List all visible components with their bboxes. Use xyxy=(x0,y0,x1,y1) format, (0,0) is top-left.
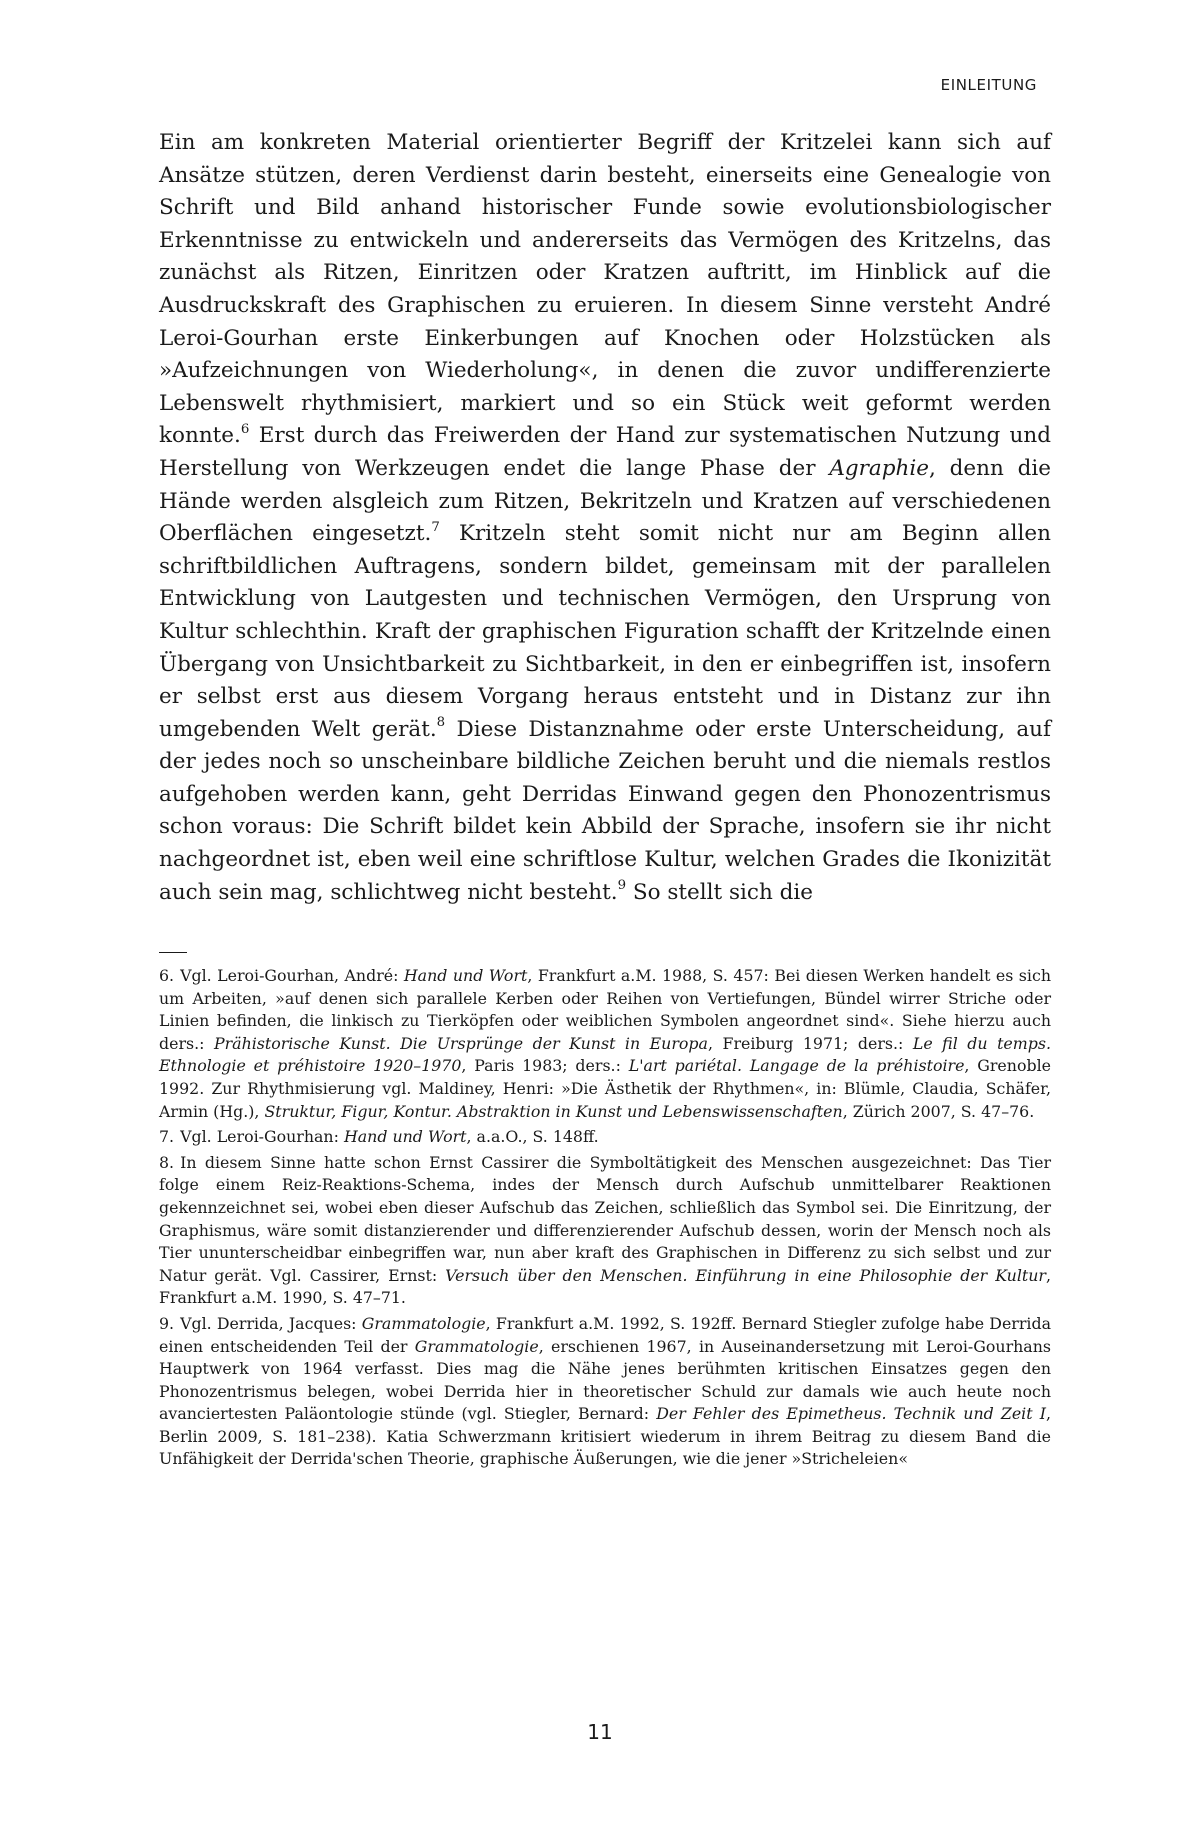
footnote-number: 8. xyxy=(159,1152,175,1172)
work-title: Le fil du temps. Ethnologie et préhistoire 1920–1970 xyxy=(159,1033,1051,1076)
footnote-divider xyxy=(159,952,187,953)
footnote-text: , Berlin 2009, S. 181–238). Katia Schwerzmann kritisiert wiederum in ihrem Beitrag zu diesem Band die Unfähigkeit der Derrida'schen Theorie, graphische Äußerungen, wie die jener »Stricheleien« xyxy=(159,1404,1051,1469)
footnote-number: 6. xyxy=(159,966,175,985)
footnote-ref-8[interactable]: 8 xyxy=(436,715,446,731)
work-title: L'art pariétal. Langage de la préhistoire xyxy=(628,1056,965,1076)
footnote-text: Vgl. Leroi-Gourhan: xyxy=(180,1127,344,1147)
running-head: EINLEITUNG xyxy=(940,76,1037,94)
footnote-text: , erschienen 1967, in Auseinandersetzung mit Leroi-Gourhans Hauptwerk von 1964 verfasst. Dies mag die Nähe jenes berühmten kritischen Einsatzes gegen den Phonozentrismus belegen, wobei Derrida hier in theoretischer Schuld zur damals wie auch heute noch avanciertesten Paläontologie stünde (vgl. Stiegler, Bernard: xyxy=(159,1336,1051,1424)
work-title: Struktur, Figur, Kontur. Abstraktion in Kunst und Lebenswissenschaften xyxy=(264,1101,843,1121)
footnote-7 xyxy=(159,1126,1051,1149)
footnote-text: , Paris 1983; ders.: xyxy=(461,1056,629,1076)
footnote-text: In diesem Sinne hatte schon Ernst Cassirer die Symboltätigkeit des Menschen ausgezeichnet: Das Tier folge einem Reiz-Reaktions-Schema, indes der Mensch durch Aufschub unmittelbarer Reaktionen gekennzeichnet sei, wobei eben dieser Aufschub das Zeichen, schließlich das Symbol sei. Die Einritzung, der Graphismus, wäre somit distanzierender und differenzierender Aufschub dessen, worin der Mensch noch als Tier ununterscheidbar einbegriffen war, nun aber kraft des Graphischen in Differenz zu sich selbst und zur Natur gerät. Vgl. Cassirer, Ernst: xyxy=(159,1152,1051,1285)
footnote-text: , Zürich 2007, S. 47–76. xyxy=(842,1101,1035,1121)
footnote-ref-7[interactable]: 7 xyxy=(431,519,440,535)
emphasis-term: Agraphie xyxy=(829,455,929,481)
footnote-text: , Frankfurt a.M. 1990, S. 47–71. xyxy=(159,1265,1051,1308)
footnote-ref-6[interactable]: 6 xyxy=(240,421,250,437)
footnote-8 xyxy=(159,1152,1051,1310)
body-sentence: Diese Distanznahme oder erste Unterscheidung, auf der jedes noch so unscheinbare bildliche Zeichen beruht und die niemals restlos aufgehoben werden kann, geht Derridas Einwand gegen den Phonozentrismus schon voraus: Die Schrift bildet kein Abbild der Sprache, insofern sie ihr nicht nachgeordnet ist, eben weil eine schriftlose Kultur, welchen Grades die Ikonizität auch sein mag, schlichtweg nicht besteht. xyxy=(159,716,1051,905)
footnote-number: 9. xyxy=(159,1313,175,1333)
work-title: Der Fehler des Epimetheus. Technik und Zeit I xyxy=(656,1404,1046,1424)
footnote-text: , Freiburg 1971; ders.: xyxy=(707,1033,913,1053)
body-text xyxy=(159,127,1051,909)
body-sentence: Ein am konkreten Material orientierter Begriff der Kritzelei kann sich auf Ansätze stützen, deren Verdienst darin besteht, einerseits eine Genealogie von Schrift und Bild anhand historischer Funde sowie evolutionsbiologischer Erkenntnisse zu entwickeln und andererseits das Vermögen des Kritzelns, das zunächst als Ritzen, Einritzen oder Kratzen auftritt, im Hinblick auf die Ausdruckskraft des Graphischen zu eruieren. In diesem Sinne versteht André Leroi-Gourhan erste Einkerbungen auf Knochen oder Holzstücken als »Aufzeichnungen von Wiederholung«, in denen die zuvor undifferenzierte Lebenswelt rhythmisiert, markiert und so ein Stück weit geformt werden konnte. xyxy=(159,130,1051,449)
footnote-number: 7. xyxy=(159,1127,175,1147)
work-title: Grammatologie xyxy=(414,1336,539,1356)
footnote-text: , Frankfurt a.M. 1988, S. 457: Bei diesen Werken handelt es sich um Arbeiten, »auf denen sich parallele Kerben oder Reihen von Vertiefungen, Bündel wirrer Striche oder Linien befinden, die linkisch zu Tierköpfen oder weiblichen Symbolen angeordnet sind«. Siehe hierzu auch ders.: xyxy=(159,966,1051,1053)
work-title: Prähistorische Kunst. Die Ursprünge der Kunst in Europa xyxy=(213,1033,708,1053)
body-paragraph xyxy=(159,127,1051,909)
footnotes xyxy=(159,965,1051,1474)
work-title: Versuch über den Menschen. Einführung in eine Philosophie der Kultur xyxy=(445,1265,1046,1285)
body-sentence: So stellt sich die xyxy=(626,879,814,905)
page-number: 11 xyxy=(587,1720,613,1744)
footnote-6 xyxy=(159,965,1051,1123)
footnote-text: Vgl. Leroi-Gourhan, André: xyxy=(180,966,404,985)
body-sentence: , denn die Hände werden alsgleich zum Ritzen, Bekritzeln und Kratzen auf verschiedenen Oberflächen eingesetzt. xyxy=(159,455,1051,547)
footnote-text: Vgl. Derrida, Jacques: xyxy=(180,1313,362,1333)
body-sentence: Kritzeln steht somit nicht nur am Beginn allen schriftbildlichen Auftragens, sondern bildet, gemeinsam mit der parallelen Entwicklung von Lautgesten und technischen Vermögen, den Ursprung von Kultur schlechthin. Kraft der graphischen Figuration schafft der Kritzelnde einen Übergang von Unsichtbarkeit zu Sichtbarkeit, in den er einbegriffen ist, insofern er selbst erst aus diesem Vorgang heraus entsteht und in Distanz zur ihn umgebenden Welt gerät. xyxy=(159,521,1051,742)
footnote-9 xyxy=(159,1313,1051,1471)
footnote-text: , a.a.O., S. 148ff. xyxy=(466,1127,599,1147)
work-title: Hand und Wort xyxy=(343,1127,467,1147)
work-title: Grammatologie xyxy=(361,1313,486,1333)
footnote-ref-9[interactable]: 9 xyxy=(617,878,627,894)
footnote-text: , Grenoble 1992. Zur Rhythmisierung vgl. Maldiney, Henri: »Die Ästhetik der Rhythmen«, in: Blümle, Claudia, Schäfer, Armin (Hg.), xyxy=(159,1056,1051,1121)
footnote-text: , Frankfurt a.M. 1992, S. 192ff. Bernard Stiegler zufolge habe Derrida einen entscheidenden Teil der xyxy=(159,1313,1051,1356)
work-title: Hand und Wort xyxy=(403,966,528,985)
body-sentence: Erst durch das Freiwerden der Hand zur systematischen Nutzung und Herstellung von Werkzeugen endet die lange Phase der xyxy=(159,423,1051,481)
